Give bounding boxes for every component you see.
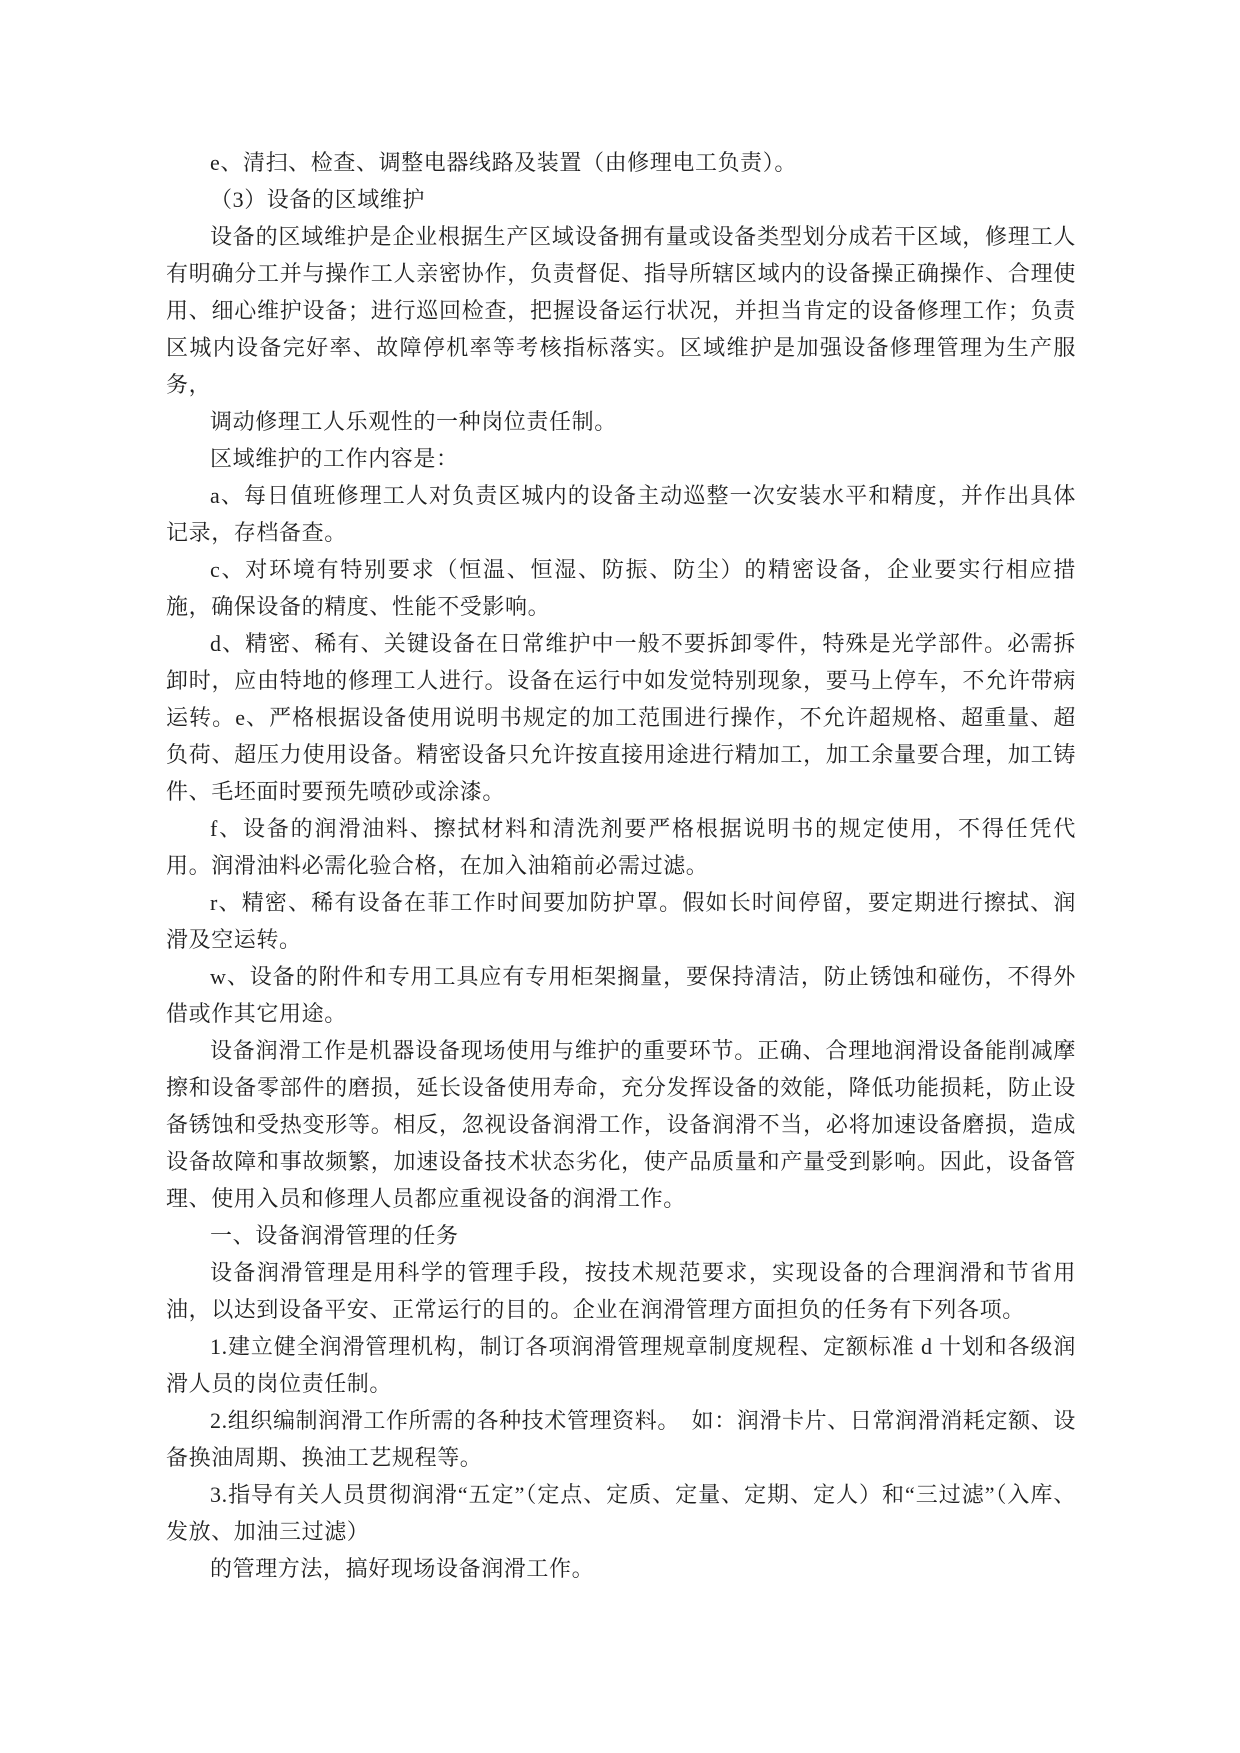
paragraph: d、精密、稀有、关键设备在日常维护中一般不要拆卸零件，特殊是光学部件。必需拆卸时，应由特地的修理工人进行。设备在运行中如发觉特别现象，要马上停车，不允许带病运转。e、严格根据设备使用说明书规定的加工范围进行操作，不允许超规格、超重量、超负荷、超压力使用设备。精密设备只允许按直接用途进行精加工，加工余量要合理，加工铸件、毛坯面时要预先喷砂或涂漆。 [166, 631, 1076, 804]
paragraph: 2.组织编制润滑工作所需的各种技术管理资料。 如：润滑卡片、日常润滑消耗定额、设备换油周期、换油工艺规程等。 [166, 1408, 1076, 1470]
paragraph: a、每日值班修理工人对负责区城内的设备主动巡整一次安装水平和精度，并作出具体记录，存档备查。 [166, 483, 1076, 545]
paragraph: w、设备的附件和专用工具应有专用柜架搁量，要保持清洁，防止锈蚀和碰伤，不得外借或作其它用途。 [166, 964, 1076, 1026]
paragraph: 区域维护的工作内容是： [210, 446, 459, 471]
paragraph: 3.指导有关人员贯彻润滑“五定”（定点、定质、定量、定期、定人）和“三过滤”（入库、发放、加油三过滤） [166, 1482, 1076, 1544]
paragraph: e、清扫、检查、调整电器线路及装置（由修理电工负责）。 [210, 150, 797, 175]
paragraph: 调动修理工人乐观性的一种岗位责任制。 [210, 409, 617, 434]
paragraph: r、精密、稀有设备在菲工作时间要加防护罩。假如长时间停留，要定期进行擦拭、润滑及空运转。 [166, 890, 1076, 952]
paragraph: 设备润滑管理是用科学的管理手段，按技术规范要求，实现设备的合理润滑和节省用油，以达到设备平安、正常运行的目的。企业在润滑管理方面担负的任务有下列各项。 [166, 1260, 1076, 1322]
paragraph: 设备的区域维护是企业根据生产区域设备拥有量或设备类型划分成若干区域，修理工人有明确分工并与操作工人亲密协作，负责督促、指导所辖区域内的设备操正确操作、合理使用、细心维护设备；进行巡回检查，把握设备运行状况，并担当肯定的设备修理工作；负责区城内设备完好率、故障停机率等考核指标落实。区域维护是加强设备修理管理为生产服务， [166, 224, 1076, 397]
paragraph: f、设备的润滑油料、擦拭材料和清洗剂要严格根据说明书的规定使用，不得任凭代用。润滑油料必需化验合格，在加入油箱前必需过滤。 [166, 816, 1076, 878]
paragraph: c、对环境有特别要求（恒温、恒湿、防振、防尘）的精密设备，企业要实行相应措施，确保设备的精度、性能不受影响。 [166, 557, 1076, 619]
document-body [166, 144, 1076, 1587]
paragraph: 1.建立健全润滑管理机构，制订各项润滑管理规章制度规程、定额标准 d 十划和各级润滑人员的岗位责任制。 [166, 1334, 1076, 1396]
paragraph: 设备润滑工作是机器设备现场使用与维护的重要环节。正确、合理地润滑设备能削减摩擦和设备零部件的磨损，延长设备使用寿命，充分发挥设备的效能，降低功能损耗，防止设备锈蚀和受热变形等。相反，忽视设备润滑工作，设备润滑不当，必将加速设备磨损，造成设备故障和事故频繁，加速设备技术状态劣化，使产品质量和产量受到影响。因此，设备管理、使用入员和修理人员都应重视设备的润滑工作。 [166, 1038, 1076, 1211]
paragraph: 一、设备润滑管理的任务 [210, 1223, 459, 1248]
paragraph: （3）设备的区域维护 [210, 187, 426, 212]
paragraph: 的管理方法，搞好现场设备润滑工作。 [210, 1556, 595, 1581]
